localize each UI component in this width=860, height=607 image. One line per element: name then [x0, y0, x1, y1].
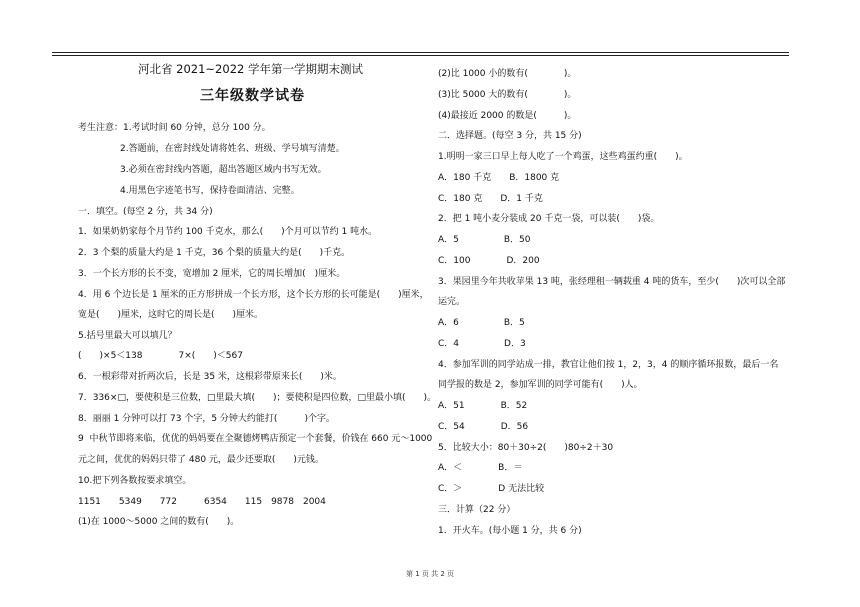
- left-line: 元之间，优优的妈妈只带了 480 元，最少还要取( )元钱。: [78, 455, 324, 465]
- notice-item: 2.答题前，在密封线处请将姓名、班级、学号填写清楚。: [120, 144, 345, 154]
- right-line: C．4 D．3: [438, 339, 526, 349]
- left-line: 5.括号里最大可以填几？: [78, 331, 177, 341]
- left-line: 宽是( )厘米，这时它的周长是( )厘米。: [78, 310, 264, 320]
- notice-item: 4.用黑色字迹笔书写，保持卷面清洁、完整。: [120, 186, 300, 196]
- top-rule-inner: [52, 55, 789, 56]
- page-footer: 第 1 页 共 2 页: [405, 570, 455, 578]
- left-line: 3．一个长方形的长不变，宽增加 2 厘米，它的周长增加( )厘米。: [78, 269, 346, 279]
- notice-item: 考生注意：1.考试时间 60 分钟，总分 100 分。: [78, 123, 271, 133]
- right-line: 5．比较大小：80＋30÷2( )80÷2＋30: [438, 443, 614, 453]
- left-line: ( )×5＜138 7×( )＜567: [78, 351, 243, 361]
- notice-item: 3.必须在密封线内答题，超出答题区域内书写无效。: [120, 165, 327, 175]
- right-line: (4)最接近 2000 的数是( )。: [438, 111, 577, 121]
- left-line: 2．3 个梨的质量大约是 1 千克，36 个梨的质量大约是( )千克。: [78, 248, 351, 258]
- right-line: 同学报的数是 2，参加军训的同学可能有( )人。: [438, 380, 643, 390]
- right-line: A．180 千克 B．1800 克: [438, 173, 560, 183]
- exam-subtitle: 三年级数学试卷: [200, 88, 305, 104]
- top-rule: [52, 52, 789, 53]
- left-line: 4．用 6 个边长是 1 厘米的正方形拼成一个长方形，这个长方形的长可能是( )厘米，: [78, 290, 429, 300]
- right-line: 1．开火车。(每小题 1 分，共 6 分): [438, 526, 582, 536]
- exam-title: 河北省 2021~2022 学年第一学期期末测试: [138, 62, 363, 76]
- left-line: (1)在 1000～5000 之间的数有( )。: [78, 517, 240, 527]
- right-line: A．5 B．50: [438, 235, 531, 245]
- right-line: A．＜ B．＝: [438, 463, 523, 473]
- left-line: 一．填空。(每空 2 分，共 34 分): [78, 207, 213, 217]
- right-line: A．51 B．52: [438, 401, 528, 411]
- left-line: 1．如果奶奶家每个月节约 100 千克水，那么( )个月可以节约 1 吨水。: [78, 227, 378, 237]
- left-line: 1151 5349 772 6354 115 9878 2004: [78, 497, 326, 507]
- right-line: 运完。: [438, 297, 466, 307]
- right-line: 1.明明一家三口早上每人吃了一个鸡蛋，这些鸡蛋约重( )。: [438, 152, 688, 162]
- right-line: C．100 D．200: [438, 256, 540, 266]
- right-line: A．6 B．5: [438, 318, 525, 328]
- left-line: 7．336×□，要使积是三位数，□里最大填( )；要使积是四位数，□里最小填( )。: [78, 393, 437, 403]
- left-line: 9 中秋节即将来临，优优的妈妈要在全聚德烤鸭店预定一个套餐，价钱在 660 元～1000: [78, 434, 433, 444]
- right-line: 3．果园里今年共收苹果 13 吨，张经理租一辆载重 4 吨的货车，至少( )次可以全部: [438, 277, 786, 287]
- right-line: C．54 D．56: [438, 422, 529, 432]
- left-line: 6．一根彩带对折两次后，长是 35 米，这根彩带原来长( )米。: [78, 372, 342, 382]
- right-line: (3)比 5000 大的数有( )。: [438, 90, 577, 100]
- right-line: C．＞ D 无法比较: [438, 484, 545, 494]
- right-line: (2)比 1000 小的数有( )。: [438, 69, 577, 79]
- right-line: 二．选择题。(每空 3 分，共 15 分): [438, 131, 582, 141]
- left-line: 8．丽丽 1 分钟可以打 73 个字，5 分钟大约能打( )个字。: [78, 414, 335, 424]
- right-line: C．180 克 D．1 千克: [438, 194, 543, 204]
- right-line: 三．计算（22 分）: [438, 505, 516, 515]
- right-line: 2．把 1 吨小麦分装成 20 千克一袋，可以装( )袋。: [438, 214, 660, 224]
- left-line: 10.把下列各数按要求填空。: [78, 476, 192, 486]
- right-line: 4．参加军训的同学站成一排，教官让他们按 1，2，3，4 的顺序循环报数，最后一名: [438, 360, 779, 370]
